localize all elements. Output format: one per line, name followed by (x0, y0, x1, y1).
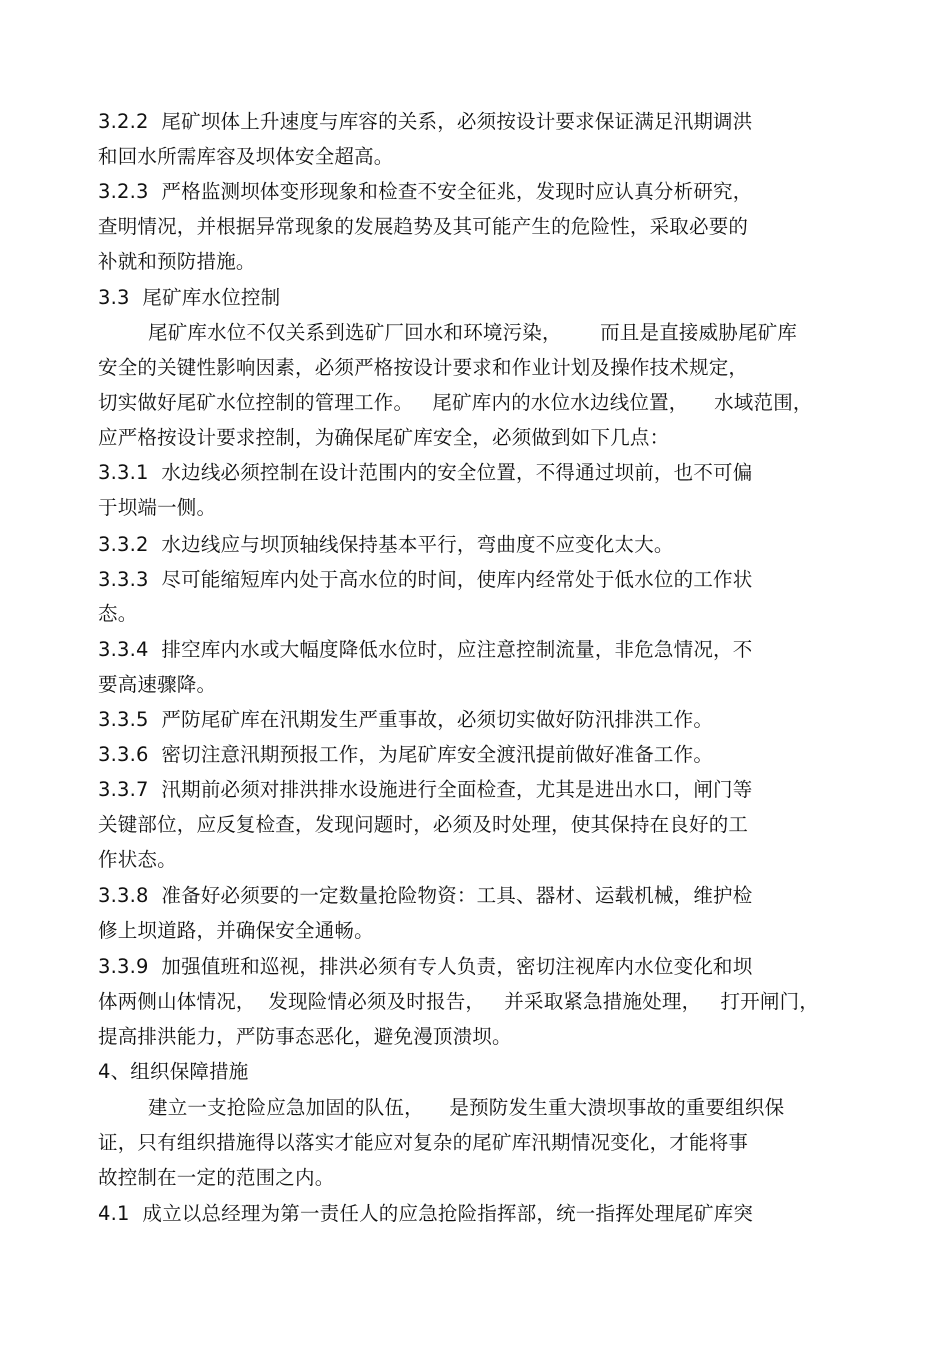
text-line-3-3-5: 3.3.5 严防尾矿库在汛期发生严重事故，必须切实做好防汛排洪工作。 (98, 708, 714, 731)
text-line: 关键部位，应反复检查，发现问题时，必须及时处理，使其保持在良好的工 (98, 813, 749, 836)
paragraph-line: 建立一支抢险应急加固的队伍， 是预防发生重大溃坝事故的重要组织保 (148, 1096, 785, 1119)
text-line-3-3-1: 3.3.1 水边线必须控制在设计范围内的安全位置，不得通过坝前，也不可偏 (98, 461, 753, 484)
section-heading-3-3: 3.3 尾矿库水位控制 (98, 286, 281, 309)
text-line-3-3-8: 3.3.8 准备好必须要的一定数量抢险物资：工具、器材、运载机械，维护检 (98, 884, 753, 907)
text-line-3-3-2: 3.3.2 水边线应与坝顶轴线保持基本平行，弯曲度不应变化太大。 (98, 533, 674, 556)
text-line-4-1: 4.1 成立以总经理为第一责任人的应急抢险指挥部，统一指挥处理尾矿库突 (98, 1202, 754, 1225)
text-line: 提高排洪能力，严防事态恶化，避免漫顶溃坝。 (98, 1025, 512, 1048)
text-line-3-3-9: 3.3.9 加强值班和巡视，排洪必须有专人负责，密切注视库内水位变化和坝 (98, 955, 753, 978)
text-line-3-3-7: 3.3.7 汛期前必须对排洪排水设施进行全面检查，尤其是进出水口，闸门等 (98, 778, 753, 801)
paragraph-line: 切实做好尾矿水位控制的管理工作。 尾矿库内的水位水边线位置， 水域范围， (98, 391, 813, 414)
text-line: 修上坝道路，并确保安全通畅。 (98, 919, 374, 942)
paragraph-line: 故控制在一定的范围之内。 (98, 1166, 335, 1189)
paragraph-line: 安全的关键性影响因素，必须严格按设计要求和作业计划及操作技术规定， (98, 356, 749, 379)
paragraph-line: 证，只有组织措施得以落实才能应对复杂的尾矿库汛期情况变化，才能将事 (98, 1131, 749, 1154)
text-line: 体两侧山体情况， 发现险情必须及时报告， 并采取紧急措施处理， 打开闸门， (98, 990, 819, 1013)
text-line: 补就和预防措施。 (98, 250, 256, 273)
text-line-3-2-3: 3.2.3 严格监测坝体变形现象和检查不安全征兆，发现时应认真分析研究， (98, 180, 753, 203)
text-line: 于坝端一侧。 (98, 496, 217, 519)
text-line: 查明情况，并根据异常现象的发展趋势及其可能产生的危险性，采取必要的 (98, 215, 749, 238)
text-line: 和回水所需库容及坝体安全超高。 (98, 145, 394, 168)
text-line-3-2-2: 3.2.2 尾矿坝体上升速度与库容的关系，必须按设计要求保证满足汛期调洪 (98, 110, 753, 133)
text-line-3-3-6: 3.3.6 密切注意汛期预报工作，为尾矿库安全渡汛提前做好准备工作。 (98, 743, 714, 766)
paragraph-line: 应严格按设计要求控制，为确保尾矿库安全，必须做到如下几点： (98, 426, 670, 449)
text-line: 要高速骤降。 (98, 673, 217, 696)
text-line: 作状态。 (98, 848, 177, 871)
text-line: 态。 (98, 602, 138, 625)
paragraph-line: 尾矿库水位不仅关系到选矿厂回水和环境污染， 而且是直接威胁尾矿库 (148, 321, 798, 344)
text-line-3-3-3: 3.3.3 尽可能缩短库内处于高水位的时间，使库内经常处于低水位的工作状 (98, 568, 753, 591)
text-line-3-3-4: 3.3.4 排空库内水或大幅度降低水位时，应注意控制流量，非危急情况，不 (98, 638, 753, 661)
section-heading-4: 4、组织保障措施 (98, 1060, 249, 1083)
